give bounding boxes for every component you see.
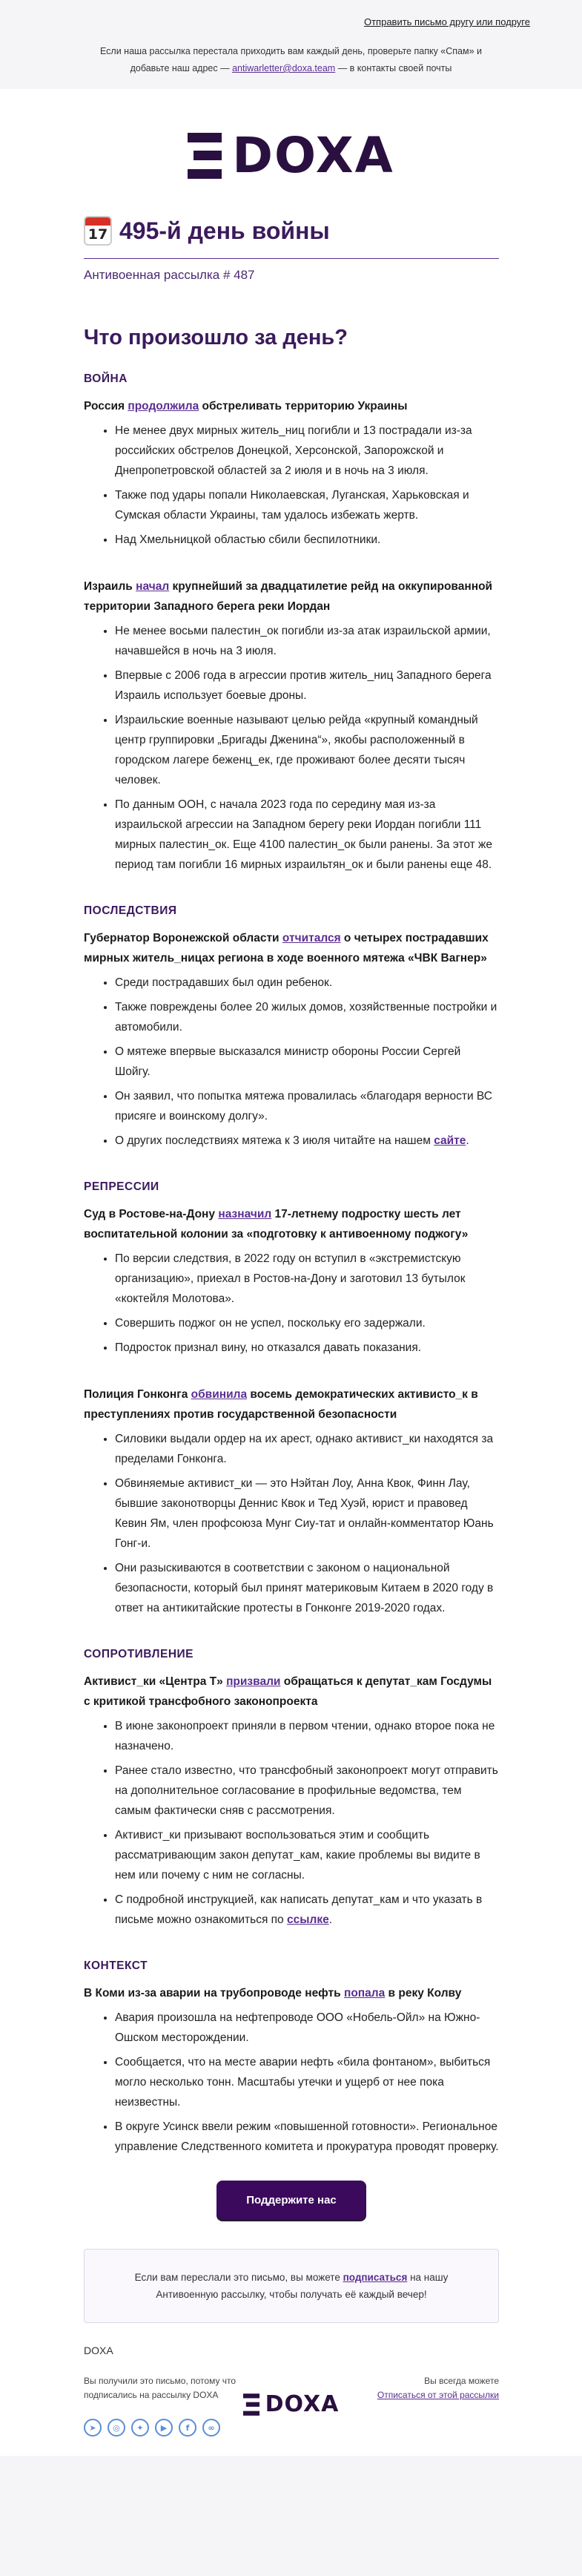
point-text: Не менее двух мирных житель_ниц погибли и 13 пострадали из-за российских обстрелов Донецкой, Херсонской, Запорожской и Днепропетровской областей за 2 июля и в ночь на 3 июля. (115, 424, 472, 477)
section-3 (84, 1648, 499, 1930)
header-logo (0, 126, 582, 185)
war-day-title: 495-й день войны (119, 217, 330, 244)
list-item (115, 421, 499, 481)
lead-text-end: о четырех пострадавших мирных житель_ницах региона в ходе военного мятежа «ЧВК Вагнер» (84, 932, 489, 965)
forward-to-friend-link[interactable]: Отправить письмо другу или подруге (363, 16, 530, 27)
news-story (84, 1204, 499, 1358)
point-text: По версии следствия, в 2022 году он вступил в «экстремистскую организацию», приехал в Ростов-на-Дону и заготовил 13 бутылок «коктейля Молотова». (115, 1252, 466, 1305)
lead-text: В Коми из-за аварии на трубопроводе нефть (84, 1987, 344, 2000)
list-item (115, 1131, 499, 1151)
support-us-button[interactable]: Поддержите нас (216, 2181, 366, 2219)
point-text: Подросток признал вину, но отказался давать показания. (115, 1341, 422, 1354)
inline-link[interactable]: ссылке (287, 1913, 329, 1926)
list-item (115, 485, 499, 525)
lead-text-end: восемь демократических активисто_к в преступлениях против государственной безопасности (84, 1388, 478, 1421)
lead-text: Губернатор Воронежской области (84, 932, 282, 944)
story-lead (84, 576, 499, 617)
story-points (84, 973, 499, 1151)
list-item (115, 1825, 499, 1885)
point-text: Силовики выдали ордер на их арест, однако активист_ки находятся за пределами Гонконга. (115, 1433, 494, 1465)
story-points (84, 421, 499, 550)
story-source-link[interactable]: продолжила (128, 400, 199, 413)
social-links (84, 2419, 499, 2437)
section-title: КОНТЕКСТ (84, 1959, 148, 1972)
point-text: Они разыскиваются в соответствии с законом о национальной безопасности, который был принят материковым Китаем в 2020 году в ответ на антикитайские протесты в Гонконге 2019-2020 годах. (115, 1562, 494, 1614)
news-story (84, 576, 499, 875)
list-item (115, 1716, 499, 1756)
list-item (115, 2117, 499, 2157)
point-text: С подробной инструкцией, как написать депутат_кам и что указать в письме можно ознакомиться по (115, 1893, 483, 1926)
subscribe-link[interactable]: подписаться (343, 2272, 408, 2283)
notice-text: Если наша рассылка перестала приходить вам каждый день, проверьте папку «Спам» и добавьте наш адрес — (99, 46, 483, 73)
contact-email-link[interactable]: antiwarletter@doxa.team (232, 63, 336, 73)
story-points (84, 1249, 499, 1358)
point-text: О мятеже впервые высказался министр обороны России Сергей Шойгу. (115, 1045, 461, 1078)
list-item (115, 710, 499, 790)
list-item (115, 1338, 499, 1358)
list-item (115, 2052, 499, 2112)
logo-wordmark: DOXA (232, 127, 394, 184)
story-source-link[interactable]: отчитался (282, 932, 341, 944)
story-source-link[interactable]: обвинила (191, 1388, 248, 1401)
telegram-icon[interactable]: ➤ (84, 2419, 102, 2437)
point-text: Также повреждены более 20 жилых домов, хозяйственные постройки и автомобили. (115, 1001, 497, 1034)
news-story (84, 1672, 499, 1930)
unsubscribe-link[interactable]: Отписаться от этой рассылки (377, 2390, 499, 2400)
footer-org: DOXA (84, 2345, 113, 2356)
point-text-end: . (466, 1134, 469, 1147)
subscribe-text: Если вам переслали это письмо, вы можете (134, 2272, 343, 2283)
facebook-icon[interactable]: f (179, 2419, 196, 2437)
list-item (115, 1042, 499, 1082)
news-sections (84, 372, 499, 2157)
point-text: Впервые с 2006 года в агрессии против житель_ниц Западного берега Израиль использует боевые дроны. (115, 669, 492, 702)
story-points (84, 2008, 499, 2157)
issue-subtitle: Антивоенная рассылка # 487 (84, 268, 255, 282)
calendar-icon: 17 (84, 216, 112, 246)
inline-link[interactable]: сайте (434, 1134, 466, 1147)
can-always-text: Вы всегда можете (424, 2376, 499, 2386)
list-item (115, 973, 499, 993)
lead-text: Активист_ки «Центра Т» (84, 1675, 227, 1688)
point-text-end: . (328, 1913, 333, 1926)
list-item (115, 2008, 499, 2048)
link-icon[interactable]: ∞ (202, 2419, 220, 2437)
point-text: Ранее стало известно, что трансфобный законопроект могут отправить на дополнительное согласование в профильные ведомства, тем самым фактически сняв с рассмотрения. (115, 1764, 498, 1817)
point-text: О других последствиях мятежа к 3 июля читайте на нашем (115, 1134, 434, 1147)
logo-wordmark: DOXA (265, 2391, 340, 2417)
subscribe-box (84, 2249, 499, 2323)
news-story (84, 928, 499, 1151)
section-title: ПОСЛЕДСТВИЯ (84, 904, 177, 917)
list-item (115, 795, 499, 875)
story-points (84, 1716, 499, 1930)
notice-text-end: — в контакты своей почты (335, 63, 452, 73)
twitter-icon[interactable]: ✦ (131, 2419, 149, 2437)
doxa-logo[interactable] (188, 127, 394, 184)
preheader (0, 0, 582, 89)
story-lead (84, 1204, 499, 1244)
story-source-link[interactable]: назначил (218, 1208, 272, 1220)
point-text: В июне законопроект приняли в первом чтении, однако второе пока не назначено. (115, 1720, 495, 1752)
list-item (115, 1761, 499, 1821)
point-text: Израильские военные называют целью рейда «крупный командный центр группировки „Бригады Дженина“», якобы расположенный в городском лагере беженц_ек, где проживают более десяти тысяч человек. (115, 714, 478, 786)
point-text: Обвиняемые активист_ки — это Нэйтан Лоу, Анна Квок, Финн Лау, бывшие законотворцы Деннис Квок и Тед Хуэй, юрист и правовед Кевин Ям, член профсоюза Мунг Сиу-тат и онлайн-комментатор Юань Гонг-и. (115, 1477, 494, 1550)
cta-wrap (84, 2181, 499, 2219)
story-source-link[interactable]: призвали (226, 1675, 281, 1688)
newsletter-body (0, 89, 582, 2456)
lead-text: Полиция Гонконга (84, 1388, 191, 1401)
list-item (115, 1890, 499, 1930)
section-title: ВОЙНА (84, 372, 128, 385)
lead-text: Россия (84, 400, 128, 413)
story-source-link[interactable]: начал (136, 580, 170, 593)
section-title: СОПРОТИВЛЕНИЕ (84, 1648, 194, 1660)
lead-text-end: в реку Колву (385, 1987, 462, 2000)
point-text: Авария произошла на нефтепроводе ООО «Нобель-Ойл» на Южно-Ошском месторождении. (115, 2011, 480, 2044)
story-source-link[interactable]: попала (343, 1987, 386, 2000)
point-text: Совершить поджог он не успел, поскольку его задержали. (115, 1317, 426, 1330)
list-item (115, 997, 499, 1037)
lead-text: Израиль (84, 580, 136, 593)
list-item (115, 1558, 499, 1618)
news-story (84, 396, 499, 550)
point-text: Среди пострадавших был один ребенок. (115, 976, 333, 989)
footer (84, 2345, 499, 2437)
story-points (84, 621, 499, 875)
lead-text-end: 17-летнему подростку шесть лет воспитательной колонии за «подготовку к антивоенному поджогу» (84, 1208, 469, 1241)
footer-logo (0, 2393, 582, 2416)
story-lead (84, 928, 499, 968)
point-text: Он заявил, что попытка мятежа провалилась «благодаря верности ВС присяге и воинскому долгу». (115, 1090, 492, 1123)
lead-text-end: крупнейший за двадцатилетие рейд на оккупированной территории Западного берега реки Иордан (84, 580, 493, 613)
list-item (115, 1429, 499, 1469)
point-text: По данным ООН, с начала 2023 года по середину мая из-за израильской агрессии на Западном берегу реки Иордан погибли 111 мирных палестин_ок. Еще 4100 палестин_ок были ранены. За этот же период там погибли 16 мирных израильтян_ок и были ранены еще 48. (115, 798, 492, 871)
list-item (115, 1313, 499, 1333)
main-content (84, 214, 499, 2323)
war-day-heading (84, 214, 499, 248)
main-heading: Что произошло за день? (84, 326, 348, 349)
received-text: Вы получили это письмо, потому что подписались на рассылку DOXA (84, 2376, 237, 2400)
section-1 (84, 904, 499, 1151)
youtube-icon[interactable]: ▶ (155, 2419, 173, 2437)
point-text: Активист_ки призывают воспользоваться этим и сообщить рассматривающим закон депутат_кам, какие проблемы вы видите в нем или почему с ним не согласны. (115, 1829, 480, 1882)
news-story (84, 1384, 499, 1618)
list-item (115, 1249, 499, 1309)
story-points (84, 1429, 499, 1618)
list-item (115, 621, 499, 661)
point-text: Также под удары попали Николаевская, Луганская, Харьковская и Сумская области Украины, там удалось избежать жертв. (115, 489, 469, 522)
list-item (115, 1473, 499, 1554)
doxa-mark-icon (243, 2393, 259, 2416)
list-item (115, 1086, 499, 1126)
story-lead (84, 1983, 499, 2003)
story-lead (84, 396, 499, 416)
list-item (115, 530, 499, 550)
story-lead (84, 1672, 499, 1712)
section-title: РЕПРЕССИИ (84, 1180, 159, 1193)
lead-text-end: обращаться к депутат_кам Госдумы с критикой трансфобного законопроекта (84, 1675, 492, 1708)
point-text: Сообщается, что на месте аварии нефть «била фонтаном», выбиться могло несколько тонн. Масштабы утечки и ущерб от нее пока неизвестны. (115, 2056, 491, 2109)
section-2 (84, 1180, 499, 1618)
delivery-notice (82, 43, 500, 77)
lead-text: Суд в Ростове-на-Дону (84, 1208, 219, 1220)
title-divider (84, 258, 499, 259)
section-4 (84, 1959, 499, 2157)
list-item (115, 666, 499, 706)
point-text: Не менее восьми палестин_ок погибли из-за атак израильской армии, начавшейся в ночь на 3 июля. (115, 625, 491, 657)
story-lead (84, 1384, 499, 1425)
section-0 (84, 372, 499, 875)
lead-text-end: обстреливать территорию Украины (199, 400, 408, 413)
point-text: Над Хмельницкой областью сбили беспилотники. (115, 533, 381, 546)
point-text: В округе Усинск ввели режим «повышенной готовности». Региональное управление Следственного комитета и прокуратура проводят проверку. (115, 2120, 499, 2153)
doxa-mark-icon (188, 133, 222, 179)
news-story (84, 1983, 499, 2157)
doxa-logo-small[interactable] (243, 2393, 340, 2416)
instagram-icon[interactable]: ◎ (108, 2419, 125, 2437)
subscribe-text-end: на нашу Антивоенную рассылку, чтобы получать её каждый вечер! (156, 2272, 449, 2300)
